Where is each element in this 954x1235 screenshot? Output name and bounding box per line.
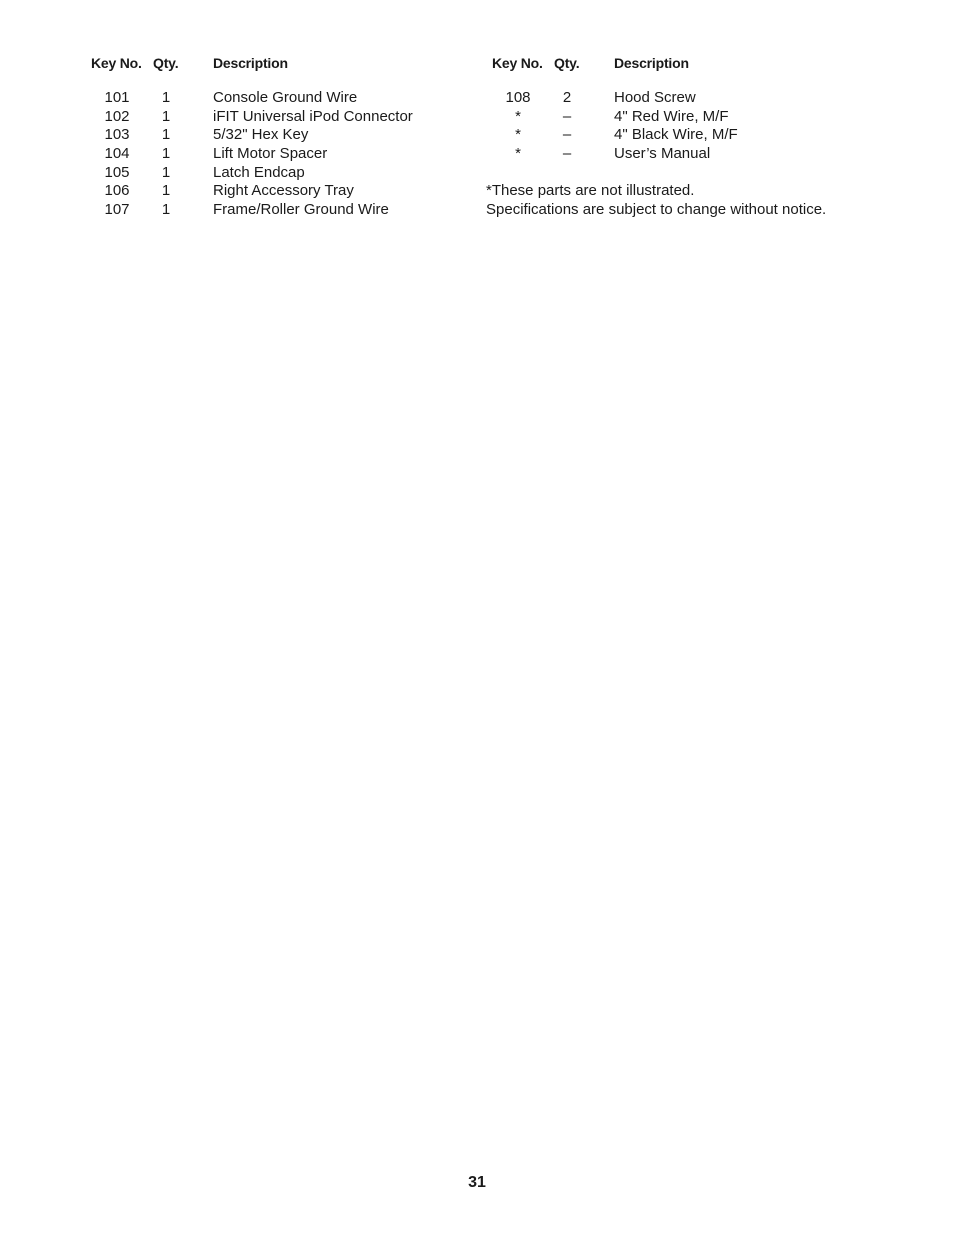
key-number: 106 — [104, 182, 130, 199]
part-description: Lift Motor Spacer — [213, 145, 328, 162]
key-number: 105 — [104, 164, 130, 181]
quantity: 1 — [161, 126, 171, 143]
page-number: 31 — [468, 1174, 486, 1191]
left-header-key-no: Key No. — [91, 55, 142, 71]
specifications-note: Specifications are subject to change without notice. — [486, 201, 827, 218]
quantity: 1 — [161, 164, 171, 181]
part-description: Latch Endcap — [213, 164, 305, 181]
part-description: User’s Manual — [614, 145, 711, 162]
key-number: 103 — [104, 126, 130, 143]
left-header-description: Description — [213, 55, 288, 71]
quantity: 1 — [161, 145, 171, 162]
quantity: 2 — [562, 89, 572, 106]
quantity: 1 — [161, 108, 171, 125]
part-description: iFIT Universal iPod Connector — [213, 108, 413, 125]
part-description: Hood Screw — [614, 89, 696, 106]
quantity: 1 — [161, 89, 171, 106]
part-description: 4" Black Wire, M/F — [614, 126, 738, 143]
quantity: – — [562, 108, 572, 125]
key-number: 104 — [104, 145, 130, 162]
part-description: Console Ground Wire — [213, 89, 358, 106]
right-header-description: Description — [614, 55, 689, 71]
quantity: – — [562, 126, 572, 143]
key-number: 107 — [104, 201, 130, 218]
part-description: Frame/Roller Ground Wire — [213, 201, 389, 218]
key-number: * — [515, 145, 521, 162]
part-description: 5/32" Hex Key — [213, 126, 309, 143]
right-header-qty: Qty. — [554, 55, 580, 71]
right-header-key-no: Key No. — [492, 55, 543, 71]
part-description: 4" Red Wire, M/F — [614, 108, 729, 125]
quantity: – — [562, 145, 572, 162]
key-number: 102 — [104, 108, 130, 125]
key-number: 101 — [104, 89, 130, 106]
part-description: Right Accessory Tray — [213, 182, 354, 199]
quantity: 1 — [161, 182, 171, 199]
left-header-qty: Qty. — [153, 55, 179, 71]
key-number: * — [515, 108, 521, 125]
quantity: 1 — [161, 201, 171, 218]
key-number: * — [515, 126, 521, 143]
key-number: 108 — [505, 89, 531, 106]
not-illustrated-note: *These parts are not illustrated. — [486, 182, 695, 199]
